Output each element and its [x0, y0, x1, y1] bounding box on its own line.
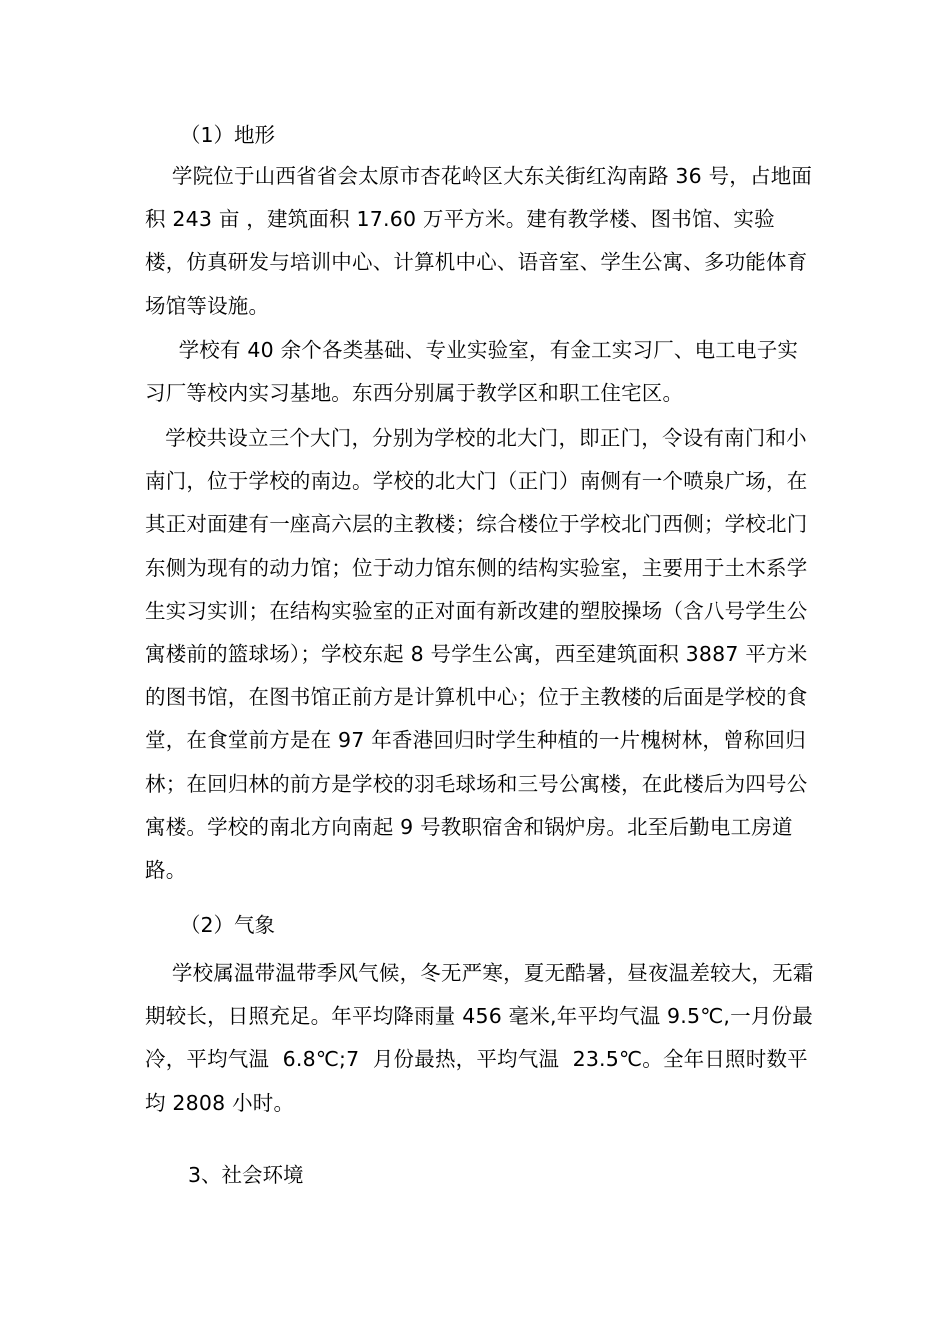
paragraph-gates: 学校共设立三个大门，分别为学校的北大门，即正门，令设有南门和小南门，位于学校的南边。学校的北大门（正门）南侧有一个喷泉广场，在其正对面建有一座高六层的主教楼；综合楼位于学校北门西侧；学校北门东侧为现有的动力馆；位于动力馆东侧的结构实验室，主要用于土木系学生实习实训；在结构实验室的正对面有新改建的塑胶操场（含八号学生公寓楼前的篮球场）；学校东起 8 号学生公寓，西至建筑面积 3887 平方米的图书馆，在图书馆正前方是计算机中心；位于主教楼的后面是学校的食堂，在食堂前方是在 97 年香港回归时学生种植的一片槐树林，曾称回归林；在回归林的前方是学校的羽毛球场和三号公寓楼，在此楼后为四号公寓楼。学校的南北方向南起 9 号教职宿舍和锅炉房。北至后勤电工房道路。: [145, 426, 808, 883]
paragraph-climate: 学校属温带温带季风气候，冬无严寒，夏无酷暑，昼夜温差较大，无霜期较长，日照充足。年平均降雨量 456 毫米,年平均气温 9.5℃,一月份最冷，平均气温 6.8℃;7 月份最热，平均气温 23.5℃。全年日照时数平均 2808 小时。: [145, 961, 814, 1115]
heading-social-environment: 3、社会环境: [188, 1163, 304, 1187]
paragraph-location: 学院位于山西省省会太原市杏花岭区大东关街红沟南路 36 号，占地面积 243 亩 ，建筑面积 17.60 万平方米。建有教学楼、图书馆、实验楼，仿真研发与培训中心、计算机中心、语音室、学生公寓、多功能体育场馆等设施。: [145, 164, 813, 318]
heading-climate: （2）气象: [180, 913, 276, 937]
paragraph-labs: 学校有 40 余个各类基础、专业实验室，有金工实习厂、电工电子实习厂等校内实习基地。东西分别属于教学区和职工住宅区。: [145, 338, 799, 406]
heading-terrain: （1）地形: [180, 123, 276, 147]
